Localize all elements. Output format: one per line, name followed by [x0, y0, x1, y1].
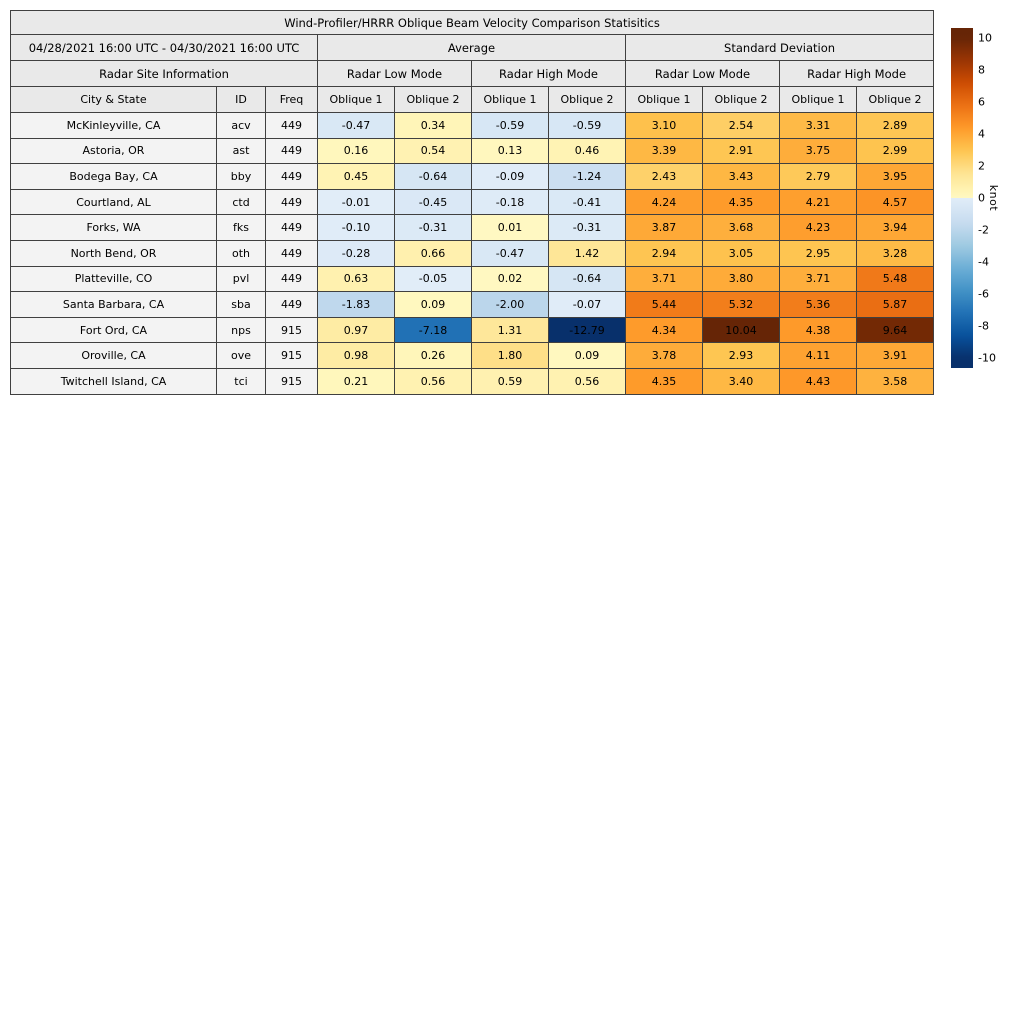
table-row — [11, 368, 934, 394]
value-cell: 2.79 — [780, 164, 857, 190]
freq-cell: 449 — [266, 266, 318, 292]
value-cell: 3.87 — [626, 215, 703, 241]
value-cell: 3.71 — [780, 266, 857, 292]
table-row — [11, 215, 934, 241]
value-cell: 3.94 — [857, 215, 934, 241]
col-header-oblique: Oblique 2 — [549, 87, 626, 113]
value-cell: 0.26 — [395, 343, 472, 369]
value-cell: 3.10 — [626, 113, 703, 139]
freq-cell: 449 — [266, 292, 318, 318]
colorbar-gradient — [951, 28, 973, 368]
city-cell: Twitchell Island, CA — [11, 368, 217, 394]
table-row — [11, 240, 934, 266]
value-cell: 9.64 — [857, 317, 934, 343]
site-id-cell: fks — [217, 215, 266, 241]
table-row — [11, 164, 934, 190]
value-cell: 3.58 — [857, 368, 934, 394]
value-cell: -1.83 — [318, 292, 395, 318]
value-cell: -12.79 — [549, 317, 626, 343]
colorbar-tick-label: 8 — [978, 63, 985, 77]
table-body — [11, 113, 934, 395]
value-cell: 0.09 — [395, 292, 472, 318]
freq-cell: 449 — [266, 138, 318, 164]
time-period-label: 04/28/2021 16:00 UTC - 04/30/2021 16:00 UTC — [11, 35, 318, 61]
mode-header-row — [11, 61, 934, 87]
value-cell: 4.11 — [780, 343, 857, 369]
value-cell: -0.45 — [395, 189, 472, 215]
city-cell: Forks, WA — [11, 215, 217, 241]
value-cell: 0.56 — [549, 368, 626, 394]
value-cell: 0.45 — [318, 164, 395, 190]
freq-cell: 915 — [266, 368, 318, 394]
value-cell: 0.34 — [395, 113, 472, 139]
value-cell: -0.64 — [549, 266, 626, 292]
mode-header-std-low: Radar Low Mode — [626, 61, 780, 87]
value-cell: 3.91 — [857, 343, 934, 369]
freq-cell: 915 — [266, 343, 318, 369]
table-row — [11, 189, 934, 215]
value-cell: -0.07 — [549, 292, 626, 318]
freq-cell: 449 — [266, 164, 318, 190]
city-cell: North Bend, OR — [11, 240, 217, 266]
value-cell: -0.31 — [395, 215, 472, 241]
colorbar-tick-label: 4 — [978, 127, 985, 141]
table-header — [11, 11, 934, 113]
value-cell: -0.59 — [549, 113, 626, 139]
col-header-city: City & State — [11, 87, 217, 113]
std-dev-group-header: Standard Deviation — [626, 35, 934, 61]
colorbar-tick-label: -6 — [978, 287, 989, 301]
table-row — [11, 343, 934, 369]
title-row — [11, 11, 934, 35]
colorbar-tick-label: -10 — [978, 351, 996, 365]
col-header-id: ID — [217, 87, 266, 113]
value-cell: 5.44 — [626, 292, 703, 318]
col-header-freq: Freq — [266, 87, 318, 113]
site-id-cell: nps — [217, 317, 266, 343]
colorbar-tick-label: 6 — [978, 95, 985, 109]
group-header-row — [11, 35, 934, 61]
value-cell: 5.48 — [857, 266, 934, 292]
value-cell: -0.01 — [318, 189, 395, 215]
value-cell: 0.56 — [395, 368, 472, 394]
value-cell: 4.38 — [780, 317, 857, 343]
value-cell: -2.00 — [472, 292, 549, 318]
site-id-cell: sba — [217, 292, 266, 318]
value-cell: 0.13 — [472, 138, 549, 164]
value-cell: 0.59 — [472, 368, 549, 394]
value-cell: 1.80 — [472, 343, 549, 369]
value-cell: -0.41 — [549, 189, 626, 215]
city-cell: Oroville, CA — [11, 343, 217, 369]
site-id-cell: ove — [217, 343, 266, 369]
value-cell: -0.05 — [395, 266, 472, 292]
value-cell: 0.46 — [549, 138, 626, 164]
freq-cell: 449 — [266, 189, 318, 215]
col-header-oblique: Oblique 1 — [472, 87, 549, 113]
freq-cell: 915 — [266, 317, 318, 343]
freq-cell: 449 — [266, 240, 318, 266]
site-id-cell: acv — [217, 113, 266, 139]
value-cell: 3.39 — [626, 138, 703, 164]
value-cell: 0.09 — [549, 343, 626, 369]
site-id-cell: tci — [217, 368, 266, 394]
col-header-oblique: Oblique 2 — [395, 87, 472, 113]
col-header-oblique: Oblique 1 — [780, 87, 857, 113]
site-id-cell: ast — [217, 138, 266, 164]
value-cell: 2.43 — [626, 164, 703, 190]
value-cell: 3.31 — [780, 113, 857, 139]
col-header-oblique: Oblique 2 — [857, 87, 934, 113]
value-cell: 2.91 — [703, 138, 780, 164]
city-cell: Platteville, CO — [11, 266, 217, 292]
value-cell: 3.95 — [857, 164, 934, 190]
table-row — [11, 113, 934, 139]
value-cell: 2.89 — [857, 113, 934, 139]
col-header-oblique: Oblique 1 — [318, 87, 395, 113]
chart-title: Wind-Profiler/HRRR Oblique Beam Velocity Comparison Statisitics — [11, 11, 934, 35]
colorbar-tick-label: -8 — [978, 319, 989, 333]
value-cell: 0.63 — [318, 266, 395, 292]
value-cell: 4.23 — [780, 215, 857, 241]
value-cell: -0.64 — [395, 164, 472, 190]
mode-header-std-high: Radar High Mode — [780, 61, 934, 87]
city-cell: Astoria, OR — [11, 138, 217, 164]
site-id-cell: oth — [217, 240, 266, 266]
value-cell: 3.71 — [626, 266, 703, 292]
value-cell: -0.28 — [318, 240, 395, 266]
value-cell: -0.09 — [472, 164, 549, 190]
value-cell: 3.05 — [703, 240, 780, 266]
value-cell: -0.47 — [472, 240, 549, 266]
column-header-row — [11, 87, 934, 113]
colorbar-tick-label: 10 — [978, 31, 992, 45]
value-cell: 0.02 — [472, 266, 549, 292]
colorbar-tick-label: 2 — [978, 159, 985, 173]
value-cell: 5.87 — [857, 292, 934, 318]
mode-header-avg-high: Radar High Mode — [472, 61, 626, 87]
city-cell: Santa Barbara, CA — [11, 292, 217, 318]
city-cell: Bodega Bay, CA — [11, 164, 217, 190]
colorbar-tick-label: -4 — [978, 255, 989, 269]
colorbar-tick-label: 0 — [978, 191, 985, 205]
value-cell: 2.94 — [626, 240, 703, 266]
value-cell: 4.34 — [626, 317, 703, 343]
average-group-header: Average — [318, 35, 626, 61]
value-cell: 2.99 — [857, 138, 934, 164]
value-cell: 0.97 — [318, 317, 395, 343]
value-cell: 1.42 — [549, 240, 626, 266]
city-cell: Fort Ord, CA — [11, 317, 217, 343]
site-id-cell: ctd — [217, 189, 266, 215]
value-cell: 4.43 — [780, 368, 857, 394]
value-cell: 3.75 — [780, 138, 857, 164]
colorbar-tick-label: -2 — [978, 223, 989, 237]
value-cell: 3.78 — [626, 343, 703, 369]
table-row — [11, 138, 934, 164]
table-row — [11, 317, 934, 343]
freq-cell: 449 — [266, 215, 318, 241]
value-cell: 0.01 — [472, 215, 549, 241]
value-cell: 0.16 — [318, 138, 395, 164]
value-cell: 3.40 — [703, 368, 780, 394]
value-cell: -0.10 — [318, 215, 395, 241]
site-info-header: Radar Site Information — [11, 61, 318, 87]
col-header-oblique: Oblique 2 — [703, 87, 780, 113]
value-cell: 2.54 — [703, 113, 780, 139]
value-cell: 3.28 — [857, 240, 934, 266]
value-cell: 3.43 — [703, 164, 780, 190]
value-cell: 2.93 — [703, 343, 780, 369]
value-cell: 4.24 — [626, 189, 703, 215]
value-cell: -0.31 — [549, 215, 626, 241]
table-row — [11, 266, 934, 292]
value-cell: 5.36 — [780, 292, 857, 318]
value-cell: 4.35 — [626, 368, 703, 394]
col-header-oblique: Oblique 1 — [626, 87, 703, 113]
value-cell: 4.35 — [703, 189, 780, 215]
value-cell: 4.57 — [857, 189, 934, 215]
value-cell: -1.24 — [549, 164, 626, 190]
value-cell: 3.80 — [703, 266, 780, 292]
value-cell: 5.32 — [703, 292, 780, 318]
site-id-cell: bby — [217, 164, 266, 190]
site-id-cell: pvl — [217, 266, 266, 292]
value-cell: -0.18 — [472, 189, 549, 215]
value-cell: 4.21 — [780, 189, 857, 215]
value-cell: 2.95 — [780, 240, 857, 266]
value-cell: 3.68 — [703, 215, 780, 241]
colorbar-unit-label: knot — [987, 184, 1000, 212]
value-cell: -7.18 — [395, 317, 472, 343]
value-cell: -0.47 — [318, 113, 395, 139]
value-cell: 10.04 — [703, 317, 780, 343]
city-cell: Courtland, AL — [11, 189, 217, 215]
statistics-table — [10, 10, 934, 395]
value-cell: 0.98 — [318, 343, 395, 369]
mode-header-avg-low: Radar Low Mode — [318, 61, 472, 87]
value-cell: 0.21 — [318, 368, 395, 394]
table-row — [11, 292, 934, 318]
value-cell: 1.31 — [472, 317, 549, 343]
value-cell: -0.59 — [472, 113, 549, 139]
city-cell: McKinleyville, CA — [11, 113, 217, 139]
value-cell: 0.54 — [395, 138, 472, 164]
value-cell: 0.66 — [395, 240, 472, 266]
freq-cell: 449 — [266, 113, 318, 139]
